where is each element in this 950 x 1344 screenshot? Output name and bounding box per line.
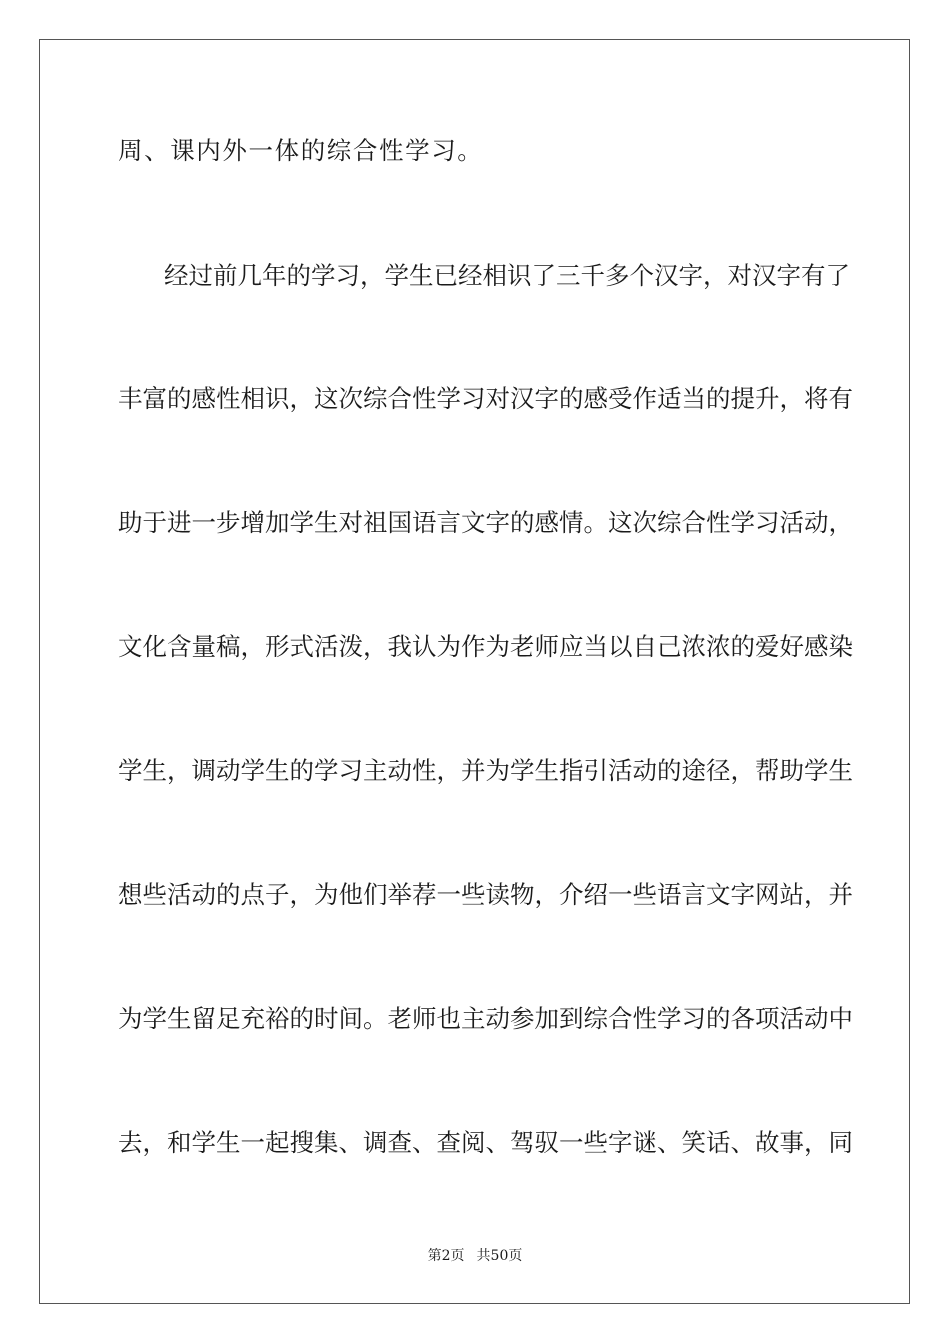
- page-number: 第2页: [427, 1248, 465, 1264]
- page-footer: [0, 1247, 950, 1265]
- text-line-8: 为学生留足充裕的时间。老师也主动参加到综合性学习的各项活动中: [118, 1004, 853, 1033]
- text-line-2: 经过前几年的学习，学生已经相识了三千多个汉字，对汉字有了: [164, 261, 850, 290]
- text-line-9: 去，和学生一起搜集、调查、查阅、驾驭一些字谜、笑话、故事，同: [118, 1128, 853, 1157]
- text-line-6: 学生，调动学生的学习主动性，并为学生指引活动的途径，帮助学生: [118, 756, 853, 785]
- text-line-4: 助于进一步增加学生对祖国语言文字的感情。这次综合性学习活动，: [118, 508, 853, 537]
- text-line-1: 周、课内外一体的综合性学习。: [118, 136, 484, 165]
- page-total: 共50页: [476, 1248, 523, 1264]
- text-line-5: 文化含量稿，形式活泼，我认为作为老师应当以自己浓浓的爱好感染: [118, 632, 853, 661]
- text-line-7: 想些活动的点子，为他们举荐一些读物，介绍一些语言文字网站，并: [118, 880, 853, 909]
- text-line-3: 丰富的感性相识，这次综合性学习对汉字的感受作适当的提升，将有: [118, 384, 853, 413]
- page-border: [39, 39, 910, 1304]
